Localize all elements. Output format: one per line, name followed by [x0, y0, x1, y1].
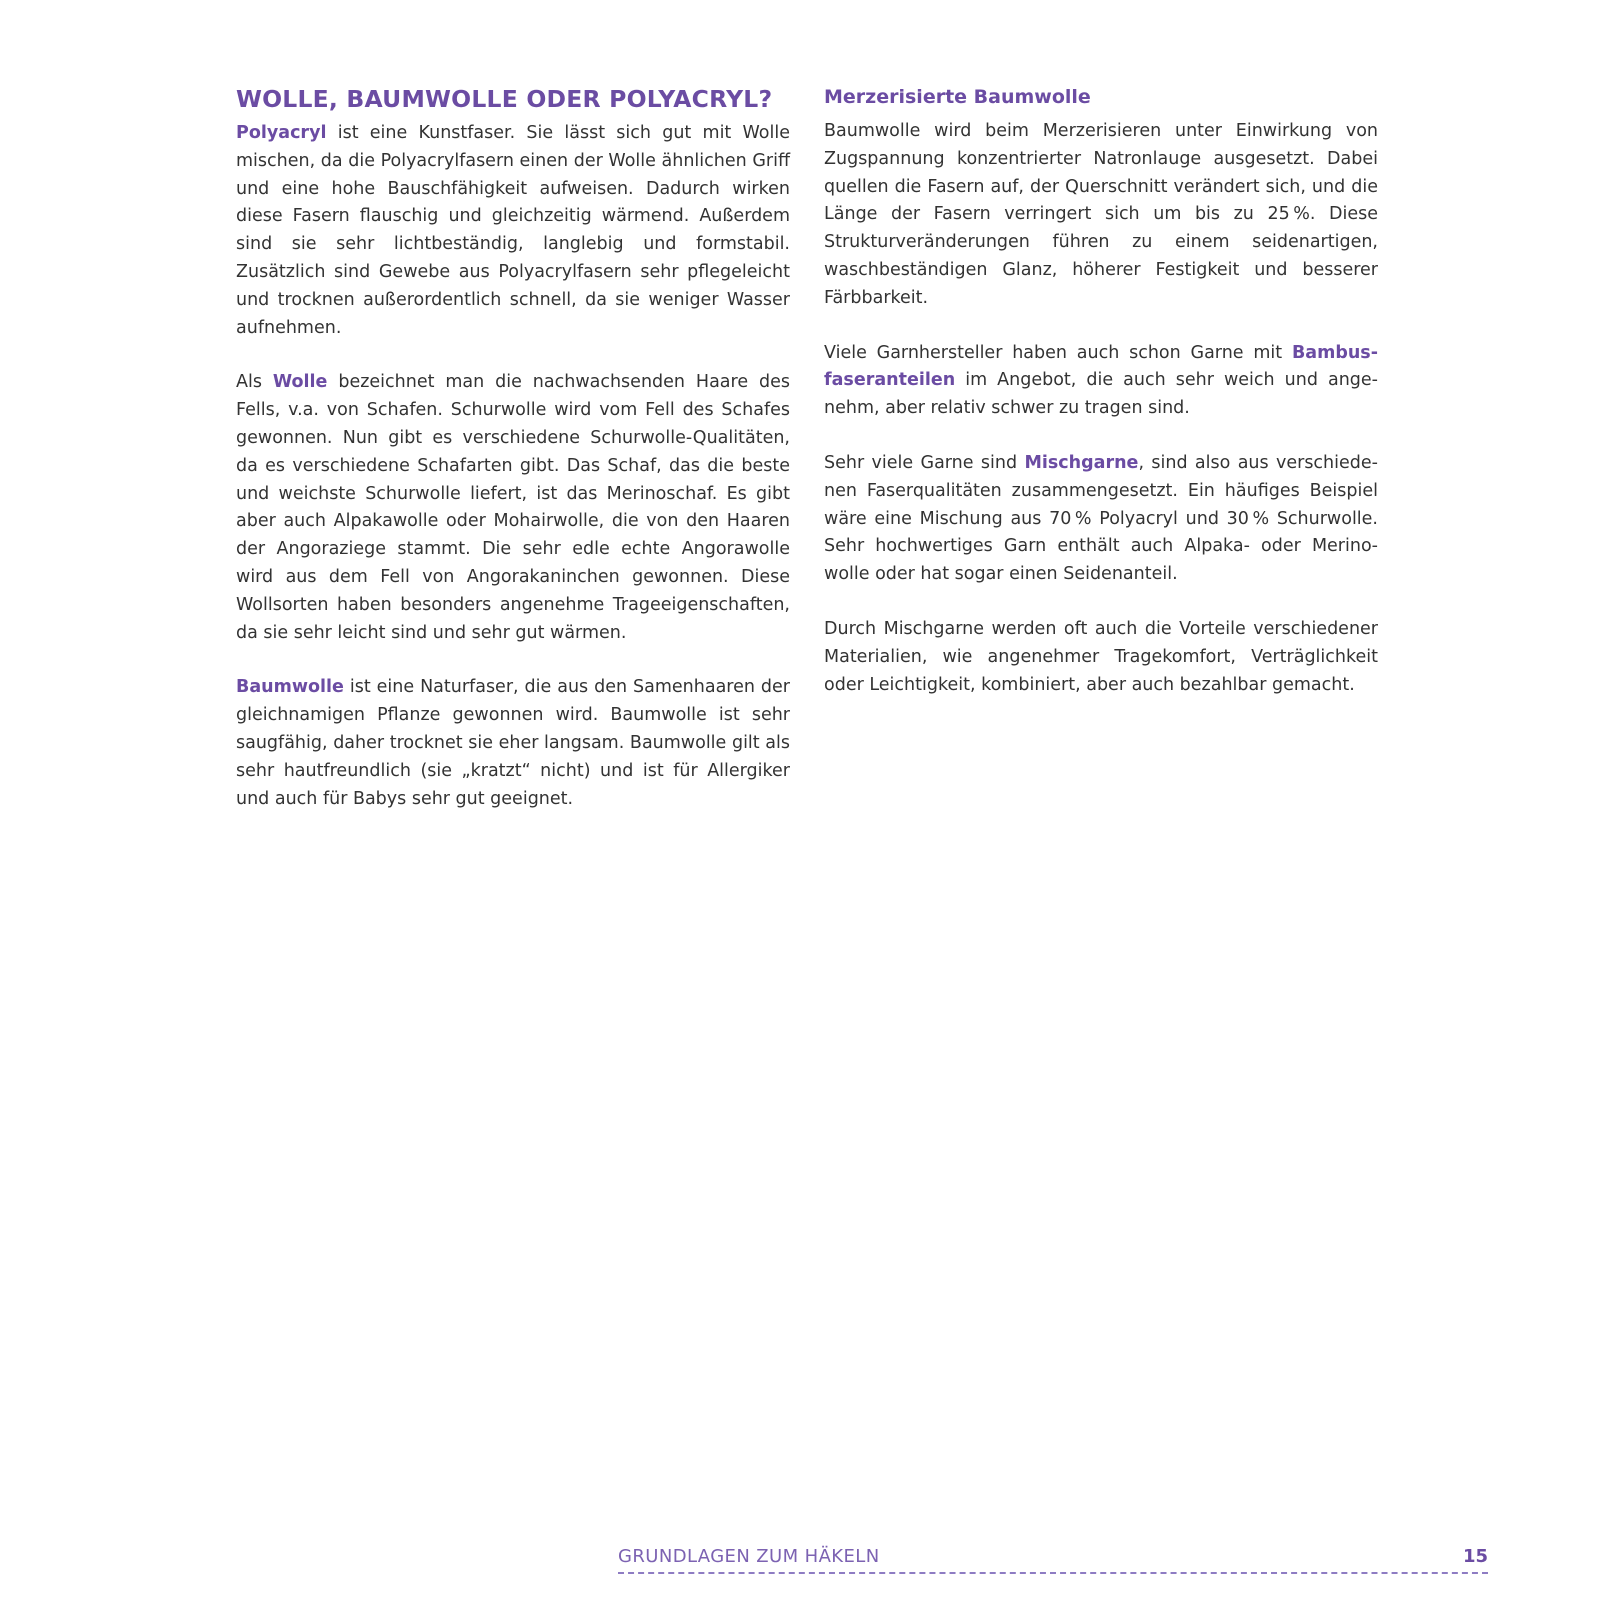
paragraph-mischgarne	[824, 450, 1378, 589]
paragraph-lead: Sehr viele Garne sind	[824, 452, 1025, 473]
running-title: GRUNDLAGEN ZUM HÄKELN	[618, 1546, 880, 1567]
left-column	[236, 82, 790, 840]
term-polyacryl: Polyacryl	[236, 123, 327, 143]
term-mischgarne: Mischgarne	[1024, 452, 1139, 473]
section-heading: WOLLE, BAUMWOLLE ODER POLYACRYL?	[236, 85, 773, 113]
footer-dashed-rule	[618, 1572, 1488, 1574]
paragraph-text: Durch Mischgarne werden oft auch die Vorteile verschiedener Materialien, wie angenehmer Tragekomfort, Verträglichkeit oder Leichtigkeit, kombiniert, aber auch bezahlbar gemacht.	[824, 618, 1378, 695]
paragraph-text: bezeichnet man die nachwachsenden Haare des Fells, v.a. von Schafen. Schurwolle wird vom Fell des Schafes gewonnen. Nun gibt es verschiedene Schurwolle-Qualitäten, da es verschiedene Schafarten gibt. Das Schaf, das die beste und weichste Schurwolle liefert, ist das Merinoschaf. Es gibt aber auch Alpakawolle oder Mohairwolle, die von den Haaren der Angoraziege stammt. Die sehr edle echte Angorawolle wird aus dem Fell von Angorakaninchen gewonnen. Diese Wollsorten haben besonders angenehme Trageeigenschaften, da sie sehr leicht sind und sehr gut wärmen.	[236, 372, 790, 643]
paragraph-text: Baumwolle wird beim Merzerisieren unter Einwirkung von Zugspannung konzentrierter Natronlauge ausgesetzt. Dabei quellen die Fasern auf, der Querschnitt verändert sich, und die Länge der Fasern verringert sich um bis zu 25 %. Diese Strukturveränderungen führen zu einem seidenartigen, waschbeständigen Glanz, höherer Festigkeit und besserer Färbbarkeit.	[824, 121, 1378, 308]
paragraph-baumwolle	[236, 674, 790, 813]
paragraph-lead: Viele Garnhersteller haben auch schon Garne mit	[824, 342, 1292, 363]
paragraph-wolle	[236, 369, 790, 647]
paragraph-bambus	[824, 340, 1378, 423]
paragraph-lead: Als	[236, 372, 273, 393]
paragraph-vorteile	[824, 616, 1378, 699]
term-bambusfaseranteilen: Bambusfaseranteilen	[824, 342, 1378, 391]
paragraph-text: ist eine Naturfaser, die aus den Samenhaaren der gleichnamigen Pflanze gewonnen wird. Baumwolle ist sehr saugfähig, daher trocknet sie eher langsam. Baumwolle gilt als sehr hautfreundlich (sie „kratzt“ nicht) und ist für Allergiker und auch für Babys sehr gut geeignet.	[236, 677, 790, 809]
paragraph-text: , sind also aus verschiedenen Faserqualitäten zusammengesetzt. Ein häufiges Beispiel wäre eine Mischung aus 70 % Polyacryl und 30 % Schurwolle. Sehr hochwertiges Garn enthält auch Alpaka- oder Merinowolle oder hat sogar einen Seidenanteil.	[824, 452, 1378, 585]
page-footer	[618, 1541, 1488, 1575]
right-column	[824, 82, 1378, 726]
paragraph-polyacryl	[236, 120, 790, 342]
page-number: 15	[1462, 1546, 1488, 1567]
subsection-heading: Merzerisierte Baumwolle	[824, 86, 1091, 108]
paragraph-text: im Angebot, die auch sehr weich und angenehm, aber relativ schwer zu tragen sind.	[824, 370, 1378, 419]
paragraph-merzerisierung	[824, 118, 1378, 313]
paragraph-text: ist eine Kunstfaser. Sie lässt sich gut mit Wolle mischen, da die Polyacrylfasern einen der Wolle ähnlichen Griff und eine hohe Bauschfähigkeit aufweisen. Dadurch wirken diese Fasern flauschig und gleichzeitig wärmend. Außerdem sind sie sehr lichtbeständig, langlebig und formstabil. Zusätzlich sind Gewebe aus Polyacrylfasern sehr pflegeleicht und trocknen außerordentlich schnell, da sie weniger Wasser aufnehmen.	[236, 123, 790, 338]
term-baumwolle: Baumwolle	[236, 677, 344, 698]
term-wolle: Wolle	[272, 372, 328, 393]
